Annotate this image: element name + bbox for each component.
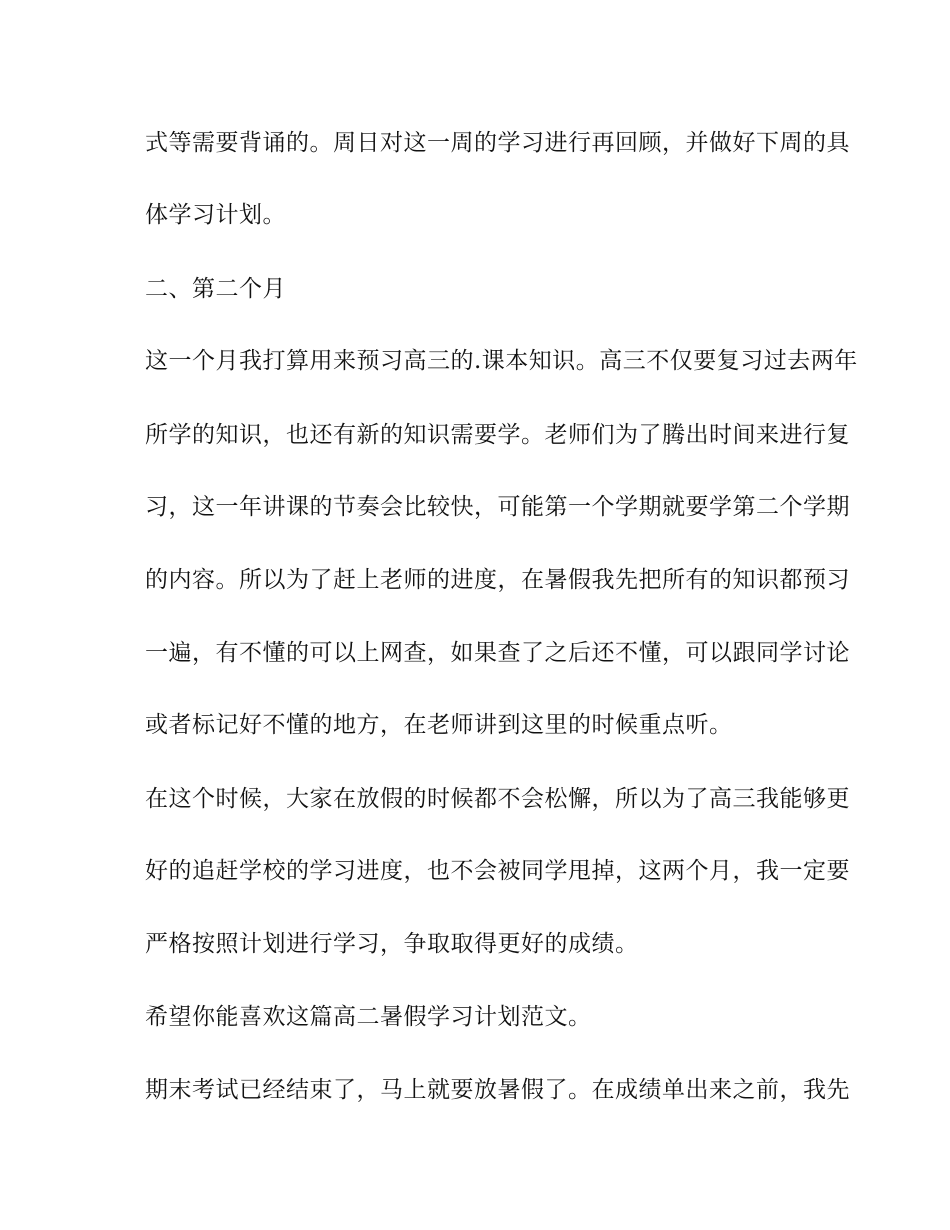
text-line-1: 式等需要背诵的。周日对这一周的学习进行再回顾，并做好下周的具 (145, 130, 850, 156)
text-line-5: 习，这一年讲课的节奏会比较快，可能第一个学期就要学第二个学期 (145, 494, 850, 520)
text-line-12: 希望你能喜欢这篇高二暑假学习计划范文。 (145, 1004, 592, 1030)
text-line-6: 的内容。所以为了赶上老师的进度，在暑假我先把所有的知识都预习 (145, 567, 850, 593)
text-line-11: 严格按照计划进行学习，争取取得更好的成绩。 (145, 931, 639, 957)
text-line-10: 好的追赶学校的学习进度，也不会被同学甩掉，这两个月，我一定要 (145, 858, 850, 884)
text-line-3: 这一个月我打算用来预习高三的.课本知识。高三不仅要复习过去两年 (145, 348, 858, 374)
text-line-9: 在这个时候，大家在放假的时候都不会松懈，所以为了高三我能够更 (145, 786, 850, 812)
section-heading: 二、第二个月 (145, 276, 286, 302)
text-line-13: 期末考试已经结束了，马上就要放暑假了。在成绩单出来之前，我先 (145, 1077, 850, 1103)
text-line-2: 体学习计划。 (145, 202, 286, 228)
text-line-4: 所学的知识，也还有新的知识需要学。老师们为了腾出时间来进行复 (145, 422, 850, 448)
text-line-7: 一遍，有不懂的可以上网查，如果查了之后还不懂，可以跟同学讨论 (145, 640, 850, 666)
text-line-8: 或者标记好不懂的地方，在老师讲到这里的时候重点听。 (145, 712, 733, 738)
